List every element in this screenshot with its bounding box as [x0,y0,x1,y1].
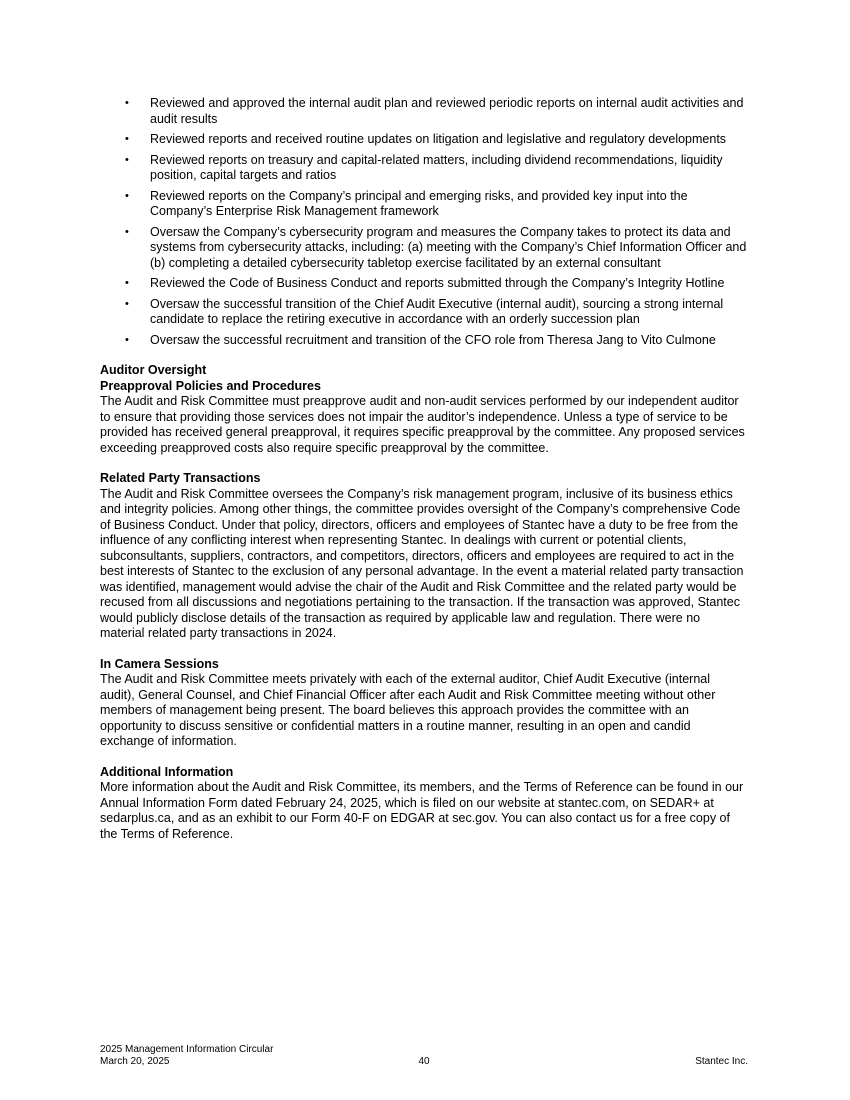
list-item [100,333,748,349]
list-item [100,276,748,292]
section-heading: Related Party Transactions [100,471,261,485]
list-item [100,153,748,184]
footer-page-number: 40 [418,1056,430,1067]
list-item [100,132,748,148]
bullet-marker: • [125,333,129,346]
section-body: More information about the Audit and Risk Committee, its members, and the Terms of Reference can be found in our Annual Information Form dated February 24, 2025, which is filed on our website at stantec.com, on SEDAR+ at sedarplus.ca, and as an exhibit to our Form 40-F on EDGAR at sec.gov. You can also contact us for a free copy of the Terms of Reference. [100,780,744,841]
page-content [100,96,748,842]
bullet-text: Reviewed the Code of Business Conduct and reports submitted through the Company’s Integrity Hotline [150,276,725,290]
bullet-marker: • [125,153,129,166]
page-footer [100,1044,748,1068]
bullet-text: Reviewed reports and received routine updates on litigation and legislative and regulatory developments [150,132,727,146]
section-subheading: Preapproval Policies and Procedures [100,378,321,393]
bullet-text: Reviewed reports on the Company’s principal and emerging risks, and provided key input into the Company’s Enterprise Risk Management framework [150,188,688,218]
bullet-marker: • [125,189,129,202]
bullet-text: Oversaw the Company’s cybersecurity program and measures the Company takes to protect its data and systems from cybersecurity attacks, including: (a) meeting with the Company’s Chief Information Officer and (b) completing a detailed cybersecurity tabletop exercise facilitated by an external consultant [150,224,747,270]
list-item [100,297,748,328]
section-body: The Audit and Risk Committee meets privately with each of the external auditor, Chief Audit Executive (internal audit), General Counsel, and Chief Financial Officer after each Audit and Risk Committee meeting without other members of management being present. The board believes this approach provides the committee with an opportunity to discuss sensitive or confidential matters in a routine manner, resulting in an open and candid exchange of information. [100,672,716,748]
footer-doc-title: 2025 Management Information Circular [100,1044,274,1055]
bullet-marker: • [125,297,129,310]
bullet-text: Oversaw the successful recruitment and transition of the CFO role from Theresa Jang to Vito Culmone [150,332,716,347]
section-heading: Auditor Oversight [100,363,207,377]
bullet-marker: • [125,97,129,109]
section-body: The Audit and Risk Committee must preapprove audit and non-audit services performed by our independent auditor to ensure that providing those services does not impair the auditor’s independence. Unless a type of service to be provided has received general preapproval, it requires specific preapproval by the committee. Any proposed services exceeding preapproved costs also require specific preapproval by the committee. [100,394,745,455]
section-body: The Audit and Risk Committee oversees the Company’s risk management program, inclusive of its business ethics and integrity policies. Among other things, the committee provides oversight of the Company’s comprehensive Code of Business Conduct. Under that policy, directors, officers and employees of Stantec have a duty to be free from the influence of any conflicting interest when representing Stantec. In dealings with current or potential clients, subconsultants, suppliers, contractors, and competitors, directors, officers and employees are required to act in the best interests of Stantec to the exclusion of any personal advantage. In the event a material related party transaction was identified, management would advise the chair of the Audit and Risk Committee and the related party would be recused from all discussions and negotiations pertaining to the transaction. If the transaction was approved, Stantec would publicly disclose details of the transaction as required by applicable law and regulation. There were no material related party transactions in 2024. [100,486,744,640]
section-additional-information [100,765,748,843]
footer-left [100,1044,418,1068]
bullet-marker: • [125,225,129,238]
bullet-text: Reviewed and approved the internal audit plan and reviewed periodic reports on internal audit activities and audit results [150,96,744,126]
list-item [100,96,748,127]
footer-company-name: Stantec Inc. [695,1056,748,1067]
section-related-party-transactions [100,471,748,642]
bullet-list [100,96,748,348]
bullet-marker: • [125,277,129,289]
list-item [100,225,748,272]
footer-date: March 20, 2025 [100,1056,170,1067]
list-item [100,189,748,220]
section-auditor-oversight [100,363,748,456]
section-heading: In Camera Sessions [100,656,219,671]
bullet-text: Reviewed reports on treasury and capital-related matters, including dividend recommendations, liquidity position, capital targets and ratios [150,152,723,182]
section-in-camera-sessions [100,657,748,750]
section-heading: Additional Information [100,764,234,779]
bullet-text: Oversaw the successful transition of the Chief Audit Executive (internal audit), sourcing a strong internal candidate to replace the retiring executive in accordance with an orderly succession plan [150,296,724,326]
bullet-marker: • [125,133,129,145]
